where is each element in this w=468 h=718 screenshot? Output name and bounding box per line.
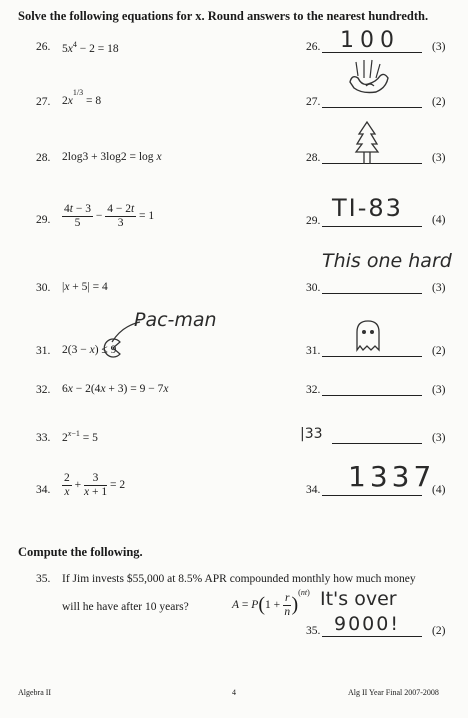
footer-page-number: 4 [232,688,236,697]
answer-29-number: 29. [306,215,321,227]
question-26-number: 26. [36,41,51,53]
handwritten-answer-34: 1337 [348,460,436,493]
question-28-points: (3) [432,152,446,164]
question-30-number: 30. [36,282,51,294]
question-33-number: 33. [36,432,51,444]
answer-27-number: 27. [306,96,321,108]
question-26-equation: $5x^4 - 2 = 18$ [62,40,119,55]
question-30-equation: |x + 5| = 4 [62,281,108,293]
answer-34-line [322,495,422,496]
answer-31-number: 31. [306,345,321,357]
answer-32-line [322,395,422,396]
question-34-number: 34. [36,484,51,496]
footer-course: Algebra II [18,688,52,697]
handwritten-answer-35-line2: 9000! [334,613,400,635]
question-27-number: 27. [36,96,51,108]
question-35-points: (2) [432,625,446,637]
question-27-points: (2) [432,96,446,108]
hand-doodle-icon [346,56,396,96]
compound-interest-formula: A = P(1 + $\frac{r}{n}$ )$^{(nt)}$ [232,587,310,618]
answer-33-line [332,443,422,444]
question-26-points: (3) [432,41,446,53]
handwritten-note-29: This one hard [322,250,452,272]
answer-35-line [322,636,422,637]
question-31-equation: 2(3 − x) ≤ 9 [62,344,117,356]
answer-30-line [322,293,422,294]
question-28-number: 28. [36,152,51,164]
handwritten-answer-33: |33 [300,426,323,442]
question-29-number: 29. [36,214,51,226]
answer-34-number: 34. [306,484,321,496]
answer-35-number: 35. [306,625,321,637]
answer-31-line [322,356,422,357]
question-27-equation: $2x^{1/3} = 8$ [62,88,102,107]
question-32-equation: 6x − 2(4x + 3) = 9 − 7x [62,383,169,395]
answer-26-number: 26. [306,41,321,53]
question-33-equation: $2^{x-1} = 5$ [62,429,98,444]
question-35-number: 35. [36,573,51,585]
answer-29-line [322,226,422,227]
question-32-number: 32. [36,384,51,396]
question-29-points: (4) [432,214,446,226]
answer-32-number: 32. [306,384,321,396]
handwritten-answer-26: 100 [340,28,400,53]
footer-exam-title: Alg II Year Final 2007-2008 [348,688,439,697]
question-28-equation: 2log3 + 3log2 = log x [62,151,162,163]
question-31-points: (2) [432,345,446,357]
question-35-text-line1: If Jim invests $55,000 at 8.5% APR compounded monthly how much money [62,573,416,585]
question-34-points: (4) [432,484,446,496]
question-32-points: (3) [432,384,446,396]
handwritten-answer-35-line1: It's over [320,588,397,610]
tree-doodle-icon [354,120,380,166]
question-33-points: (3) [432,432,446,444]
question-30-points: (3) [432,282,446,294]
answer-30-number: 30. [306,282,321,294]
handwritten-answer-29: TI-83 [332,194,403,222]
question-29-equation: $\frac{4t - 3}{5}$ − $\frac{4 - 2t}{3}$ = 1 [64,203,155,229]
section-heading-compute: Compute the following. [18,545,143,559]
question-34-equation: $\frac{2}{x}$ + $\frac{3}{x + 1}$ = 2 [64,472,126,498]
question-31-number: 31. [36,345,51,357]
answer-28-number: 28. [306,152,321,164]
section-heading-solve: Solve the following equations for x. Round answers to the nearest hundredth. [18,9,429,23]
answer-27-line [322,107,422,108]
question-35-text-line2: will he have after 10 years? [62,601,189,613]
handwritten-pacman-label: Pac-man [134,309,217,331]
ghost-doodle-icon [354,318,382,354]
